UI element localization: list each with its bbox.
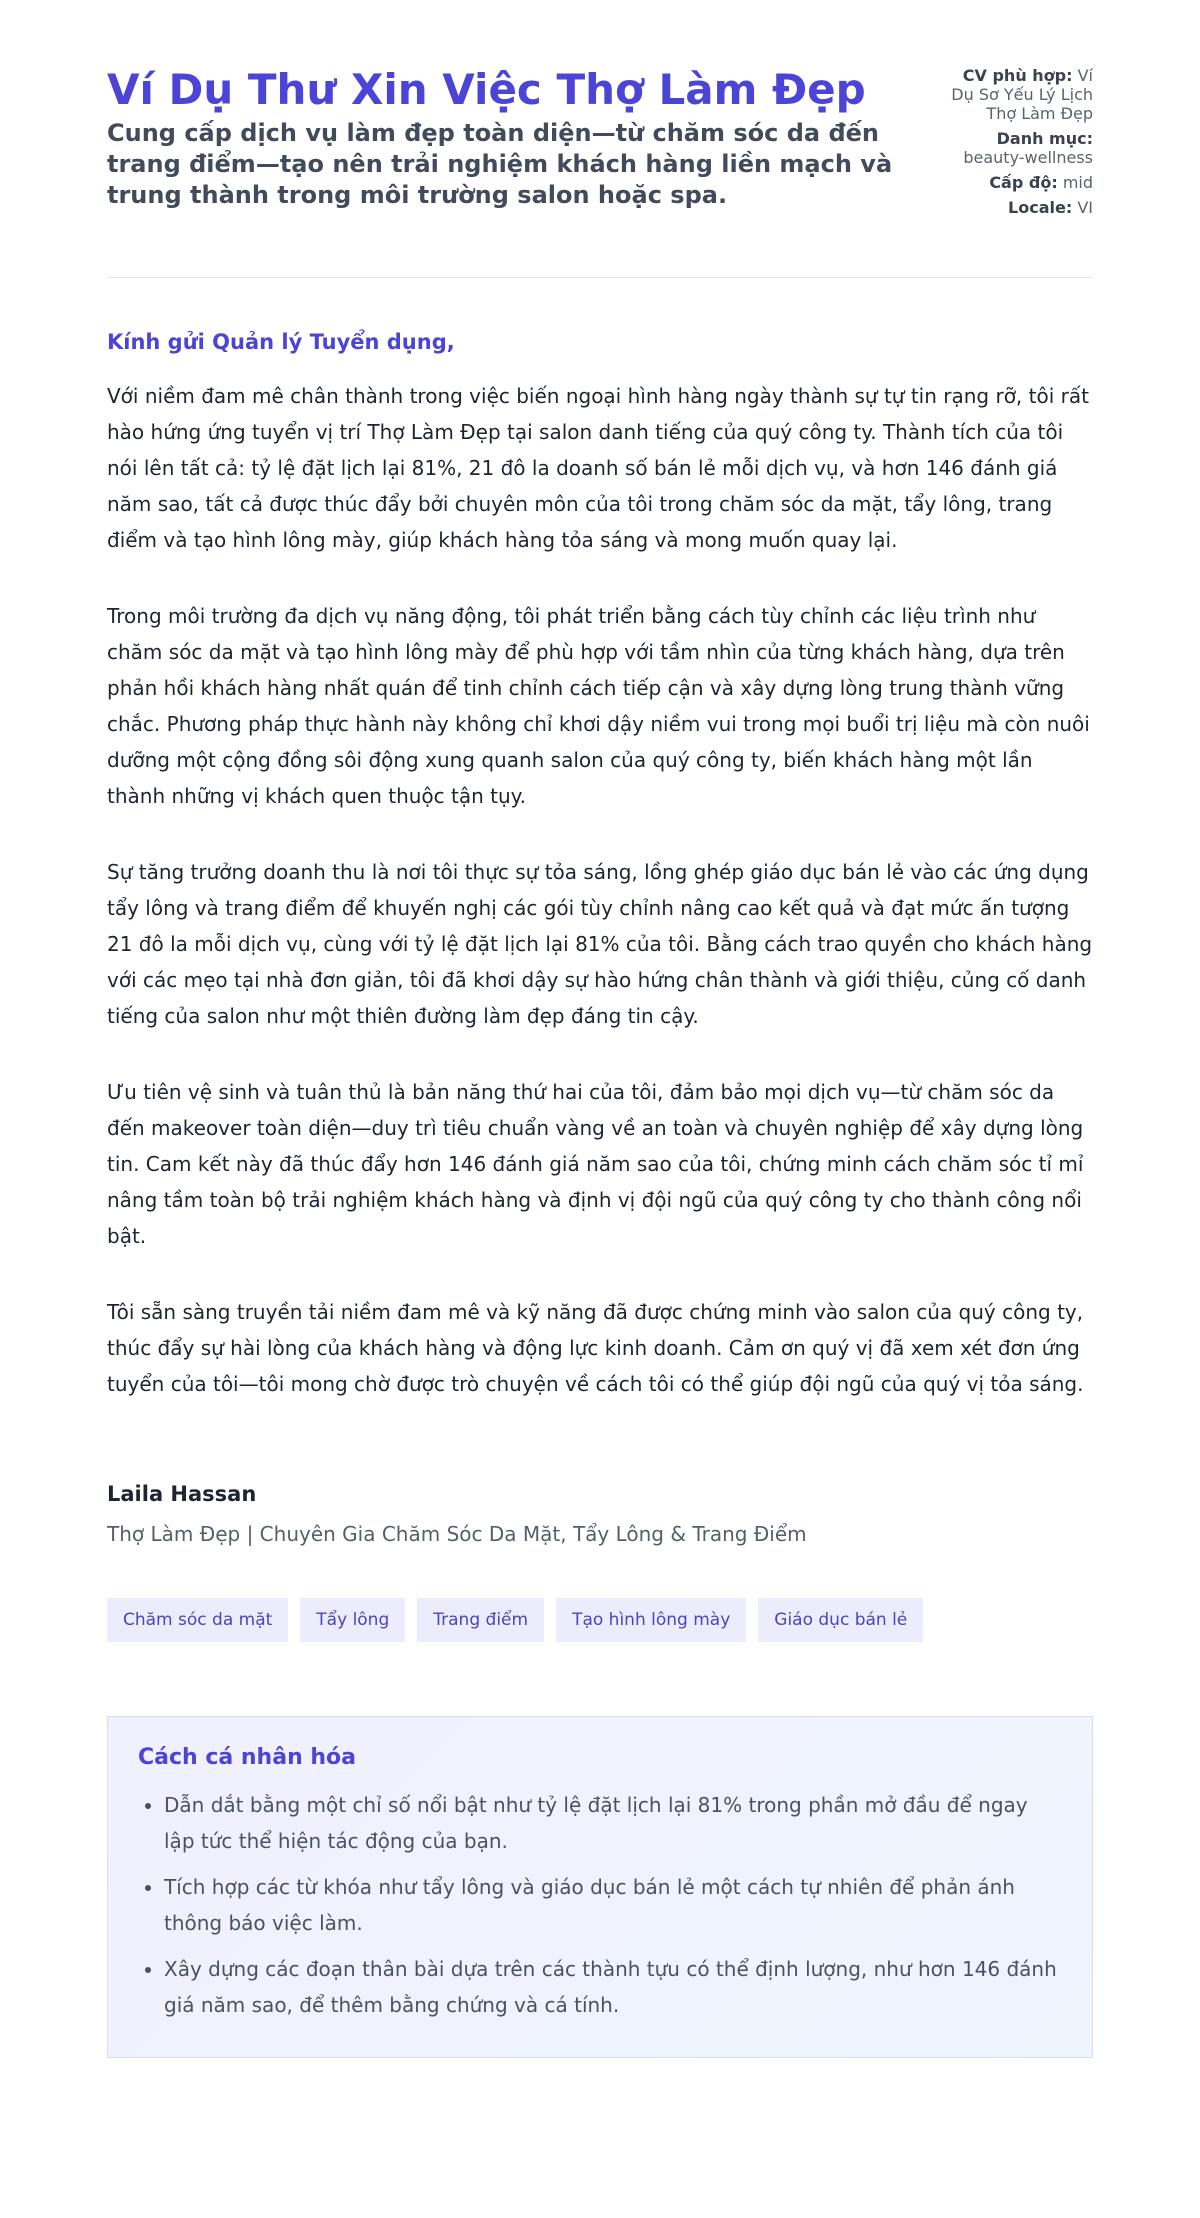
tip-item: • Dẫn dắt bằng một chỉ số nổi bật như tỷ lệ đặt lịch lại 81% trong phần mở đầu để ngay lập tức thể hiện tác động của bạn. <box>164 1787 1062 1859</box>
meta-category-value: beauty-wellness <box>963 148 1093 167</box>
signature-block <box>107 1480 1093 1548</box>
meta-cv-label: CV phù hợp: <box>962 66 1073 85</box>
meta-category-label: Danh mục: <box>996 129 1093 148</box>
skill-tag: Tẩy lông <box>300 1598 405 1642</box>
document-header <box>107 0 1093 278</box>
tips-heading: Cách cá nhân hóa <box>138 1745 357 1770</box>
signature-title: Thợ Làm Đẹp | Chuyên Gia Chăm Sóc Da Mặt, Tẩy Lông & Trang Điểm <box>107 1522 807 1546</box>
skill-tag: Giáo dục bán lẻ <box>758 1598 923 1642</box>
skill-tag: Trang điểm <box>417 1598 544 1642</box>
letter-paragraph-3: Sự tăng trưởng doanh thu là nơi tôi thực sự tỏa sáng, lồng ghép giáo dục bán lẻ vào các ứng dụng tẩy lông và trang điểm để khuyến nghị các gói tùy chỉnh nâng cao kết quả và đạt mức ấn tượng 21 đô la mỗi dịch vụ, cùng với tỷ lệ đặt lịch lại 81% của tôi. Bằng cách trao quyền cho khách hàng với các mẹo tại nhà đơn giản, tôi đã khơi dậy sự hào hứng chân thành và giới thiệu, củng cố danh tiếng của salon như một thiên đường làm đẹp đáng tin cậy. <box>107 860 1093 1028</box>
letter-paragraph-2: Trong môi trường đa dịch vụ năng động, tôi phát triển bằng cách tùy chỉnh các liệu trình như chăm sóc da mặt và tạo hình lông mày để phù hợp với tầm nhìn của từng khách hàng, dựa trên phản hồi khách hàng nhất quán để tinh chỉnh cách tiếp cận và xây dựng lòng trung thành vững chắc. Phương pháp thực hành này không chỉ khơi dậy niềm vui trong mọi buổi trị liệu mà còn nuôi dưỡng một cộng đồng sôi động xung quanh salon của quý công ty, biến khách hàng một lần thành những vị khách quen thuộc tận tụy. <box>107 604 1090 808</box>
letter-body <box>107 328 1093 1402</box>
letter-paragraph-5: Tôi sẵn sàng truyền tải niềm đam mê và kỹ năng đã được chứng minh vào salon của quý công ty, thúc đẩy sự hài lòng của khách hàng và động lực kinh doanh. Cảm ơn quý vị đã xem xét đơn ứng tuyển của tôi—tôi mong chờ được trò chuyện về cách tôi có thể giúp đội ngũ của quý vị tỏa sáng. <box>107 1300 1084 1396</box>
meta-locale <box>943 198 1093 217</box>
page-title: Ví Dụ Thư Xin Việc Thợ Làm Đẹp <box>107 65 866 114</box>
letter-greeting: Kính gửi Quản lý Tuyển dụng, <box>107 330 455 354</box>
tips-list <box>138 1787 1062 2023</box>
letter-paragraph-4: Ưu tiên vệ sinh và tuân thủ là bản năng thứ hai của tôi, đảm bảo mọi dịch vụ—từ chăm sóc da đến makeover toàn diện—duy trì tiêu chuẩn vàng về an toàn và chuyên nghiệp để xây dựng lòng tin. Cam kết này đã thúc đẩy hơn 146 đánh giá năm sao của tôi, chứng minh cách chăm sóc tỉ mỉ nâng tầm toàn bộ trải nghiệm khách hàng và định vị đội ngũ của quý công ty cho thành công nổi bật. <box>107 1080 1084 1248</box>
tip-item: • Xây dựng các đoạn thân bài dựa trên các thành tựu có thể định lượng, như hơn 146 đánh giá năm sao, để thêm bằng chứng và cá tính. <box>164 1951 1062 2023</box>
page-subtitle: Cung cấp dịch vụ làm đẹp toàn diện—từ chăm sóc da đến trang điểm—tạo nên trải nghiệm khách hàng liền mạch và trung thành trong môi trường salon hoặc spa. <box>107 119 893 209</box>
tip-item: • Tích hợp các từ khóa như tẩy lông và giáo dục bán lẻ một cách tự nhiên để phản ánh thông báo việc làm. <box>164 1869 1062 1941</box>
meta-level-label: Cấp độ: <box>989 173 1058 192</box>
meta-panel <box>943 66 1093 223</box>
meta-locale-label: Locale: <box>1008 198 1073 217</box>
skill-tag: Tạo hình lông mày <box>556 1598 746 1642</box>
meta-cv-value: Ví Dụ Sơ Yếu Lý Lịch Thợ Làm Đẹp <box>951 66 1093 123</box>
signature-name: Laila Hassan <box>107 1482 257 1506</box>
meta-category <box>943 129 1093 167</box>
personalization-tips <box>107 1716 1093 2058</box>
skill-tags <box>107 1598 1093 1642</box>
skill-tag: Chăm sóc da mặt <box>107 1598 288 1642</box>
meta-cv <box>943 66 1093 123</box>
letter-paragraph-1: Với niềm đam mê chân thành trong việc biến ngoại hình hàng ngày thành sự tự tin rạng rỡ, tôi rất hào hứng ứng tuyển vị trí Thợ Làm Đẹp tại salon danh tiếng của quý công ty. Thành tích của tôi nói lên tất cả: tỷ lệ đặt lịch lại 81%, 21 đô la doanh số bán lẻ mỗi dịch vụ, và hơn 146 đánh giá năm sao, tất cả được thúc đẩy bởi chuyên môn của tôi trong chăm sóc da mặt, tẩy lông, trang điểm và tạo hình lông mày, giúp khách hàng tỏa sáng và mong muốn quay lại. <box>107 384 1089 552</box>
meta-locale-value: VI <box>1077 198 1093 217</box>
meta-level <box>943 173 1093 192</box>
meta-level-value: mid <box>1062 173 1093 192</box>
